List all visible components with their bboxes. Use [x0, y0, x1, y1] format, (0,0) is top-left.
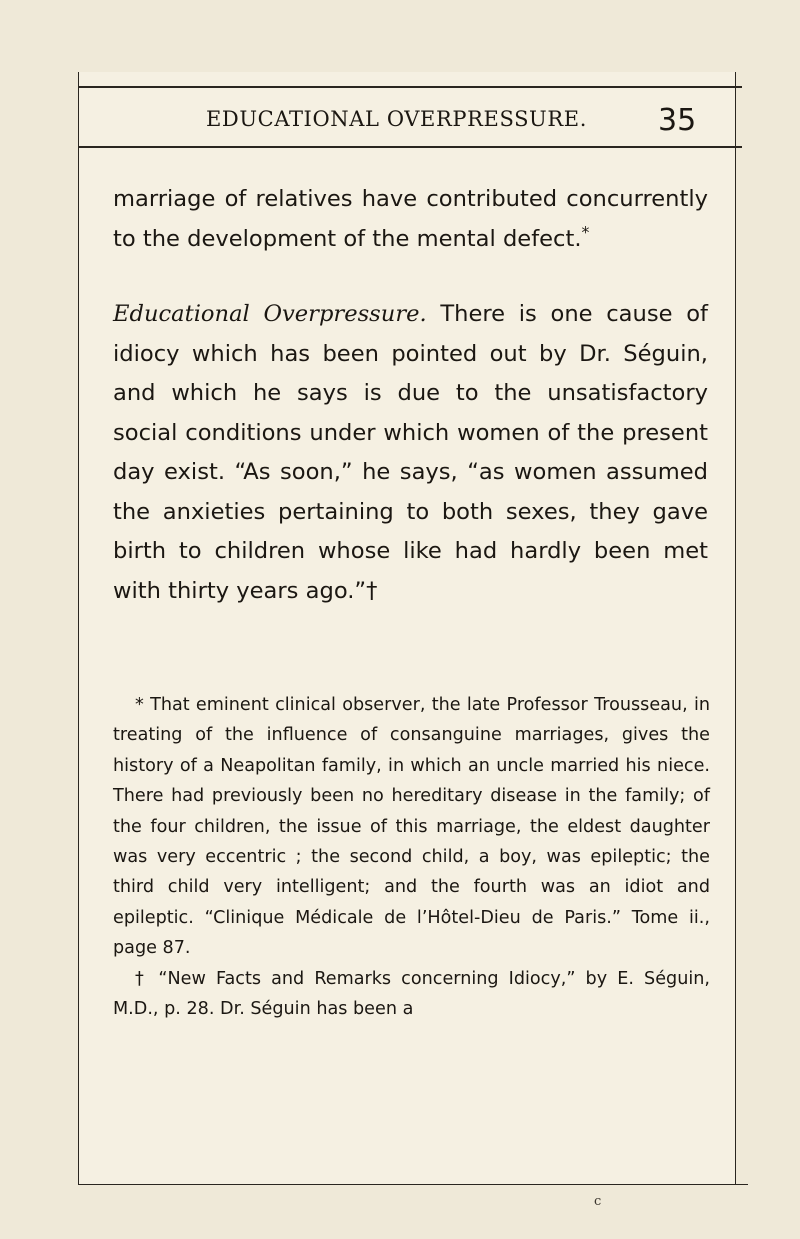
section-heading-italic: Educational Overpressure.	[113, 301, 427, 327]
bottom-rule	[78, 1184, 748, 1185]
footnote-reference-2: †	[366, 577, 378, 604]
page-number: 35	[658, 103, 697, 138]
paragraph-1-text: marriage of relatives have contributed concurrently to the development of the mental defect.	[113, 186, 708, 252]
paragraph-2	[113, 295, 708, 611]
top-rule	[78, 86, 742, 88]
signature-mark: c	[594, 1194, 602, 1209]
header-rule	[78, 146, 742, 148]
footnote-reference-1: *	[581, 221, 590, 241]
paragraph-2-text: There is one cause of idiocy which has been pointed out by Dr. Séguin, and which he says is due to the unsatisfactory social conditions under which women of the present day exist. “As soon,” he says, “as women assumed the anxieties pertaining to both sexes, they gave birth to children whose like had hardly been met with thirty years ago.”	[113, 301, 708, 604]
footnotes	[113, 690, 710, 1024]
footnote-1: * That eminent clinical observer, the late Professor Trousseau, in treating of the influence of consanguine marriages, gives the history of a Neapolitan family, in which an uncle married his niece. There had previously been no hereditary disease in the family; of the four children, the issue of this marriage, the eldest daughter was very eccentric ; the second child, a boy, was epileptic; the third child very intelligent; and the fourth was an idiot and epileptic. “Clinique Médicale de l’Hôtel-Dieu de Paris.” Tome ii., page 87.	[113, 695, 710, 959]
footnote-2: † “New Facts and Remarks concerning Idiocy,” by E. Séguin, M.D., p. 28. Dr. Séguin has been a	[113, 968, 710, 1020]
paragraph-1	[113, 180, 708, 259]
running-title: EDUCATIONAL OVERPRESSURE.	[206, 107, 587, 131]
main-text	[113, 180, 708, 611]
